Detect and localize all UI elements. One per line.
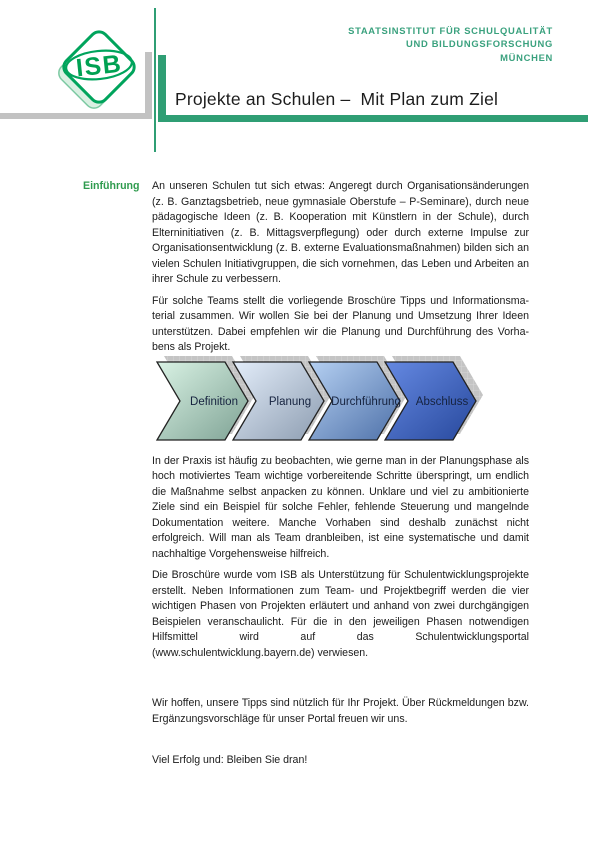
phase-label-abschluss: Abschluss [415, 395, 469, 408]
paragraph-closing: Viel Erfolg und: Bleiben Sie dran! [152, 754, 308, 766]
green-rule-horizontal [158, 115, 588, 122]
section-label-einfuehrung: Einführung [83, 180, 140, 192]
project-phases-diagram [148, 354, 500, 450]
phase-label-durchfuehrung: Durchführung [331, 395, 401, 408]
paragraph-praxis: In der Praxis ist häufig zu beobachten, wie gerne man in der Planungsphase als hoch motiviertes Team wichtige vorbereitende Schritte überspringt, um endlich die Maßnahme selbst anpacken zu können. Unklare und viel zu ambitionierte Ziele sind ein Beispiel für solche Fehler, fehlende Steuerung und mangelnde Dokumentation weitere. Manche Vorhaben sind deshalb zunächst nicht erfolgreich. Will man als Team dranbleiben, ist eine systematische und damit nachhaltige Vorgehensweise hilfreich. [152, 454, 529, 560]
paragraph-brochure: Für solche Teams stellt die vorliegende Broschüre Tipps und Informationsmaterial zusammen. Wir wollen Sie bei der Planung und Umsetzung Ihrer Ideen unterstützen. Dabei empfehlen wir die Planung und Durchführung des Vorhabens als Projekt. [152, 294, 529, 353]
logo-text: ISB [74, 49, 124, 83]
phase-label-definition: Definition [190, 395, 238, 408]
green-rule-vertical [158, 55, 166, 122]
thin-green-rule [154, 8, 156, 152]
phase-label-planung: Planung [268, 395, 312, 408]
paragraph-isb: Die Broschüre wurde vom ISB als Unterstützung für Schulentwicklungsprojekte erstellt. Neben Informationen zum Team- und Projektbegriff werden die vier wichtigen Phasen von Projekten erläutert und anhand von zwei durchgängigen Beispielen veranschaulicht. Für die in den jeweiligen Phasen notwendigen Hilfsmittel wird auf das Schulentwicklungsportal (www.schulentwicklung.bayern.de) verwiesen. [152, 569, 529, 659]
body-text-column [152, 179, 529, 769]
isb-logo [49, 17, 149, 117]
logo-diamond-icon [55, 28, 138, 112]
institute-line-3: MÜNCHEN [500, 51, 553, 63]
institute-line-2: UND BILDUNGSFORSCHUNG [406, 38, 553, 50]
institute-line-1: STAATSINSTITUT FÜR SCHULQUALITÄT [348, 25, 553, 36]
page-title: Projekte an Schulen – Mit Plan zum Ziel [175, 89, 499, 109]
paragraph-feedback: Wir hoffen, unsere Tipps sind nützlich für Ihr Projekt. Über Rückmeldungen bzw. Ergänzungsvorschläge für unser Portal freuen wir uns. [152, 697, 529, 725]
institute-name [348, 24, 553, 64]
paragraph-intro: An unseren Schulen tut sich etwas: Angeregt durch Organisationsänderungen (z. B. Ganztagsbetrieb, neue gymnasiale Oberstufe – P-Seminare), durch neue pädagogische Ideen (z. B. Kooperation mit Künstlern in der Schule), durch Elterninitiativen (z. B. Mittagsverpflegung) oder durch externe Impulse zur Organisationsentwicklung (z. B. externe Evaluationsmaßnahmen) bilden sich an vielen Schulen Initiativgruppen, die sich vornehmen, das Leben und Arbeiten an ihrer Schule zu verbessern. [152, 180, 529, 285]
